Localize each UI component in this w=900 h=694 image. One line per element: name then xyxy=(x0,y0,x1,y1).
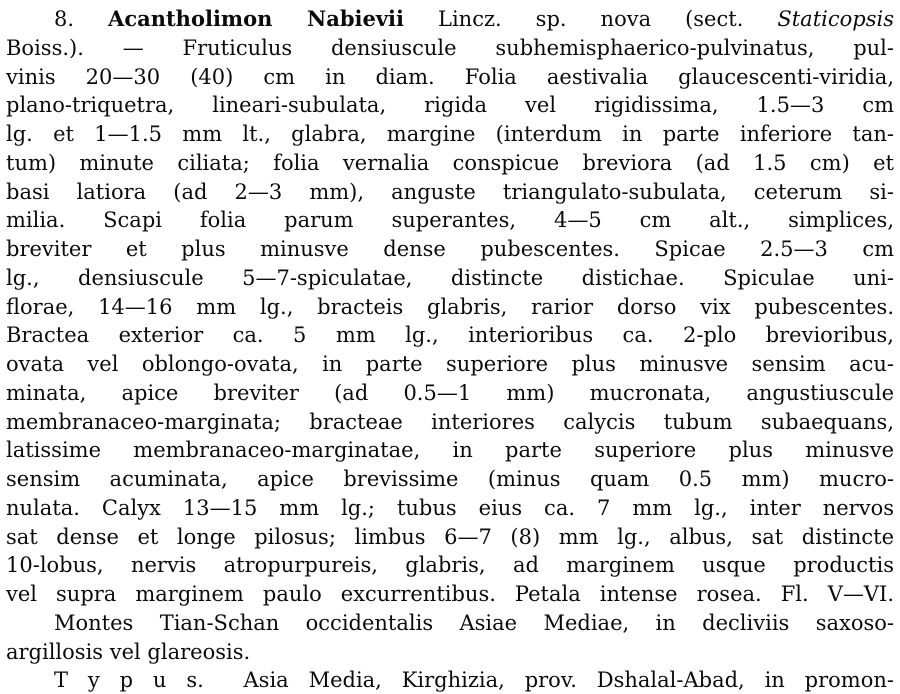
text-segment: vel supra marginem paulo excurrentibus. Petala intense rosea. Fl. V—VI. xyxy=(6,582,894,606)
section-name-italic: Staticopsis xyxy=(777,7,894,31)
text-line xyxy=(6,523,894,552)
text-line xyxy=(6,638,894,667)
text-segment: Boiss.). — Fruticulus densiuscule subhemisphaerico-pulvinatus, pul- xyxy=(6,35,894,60)
text-line xyxy=(6,178,894,207)
text-segment: tum) minute ciliata; folia vernalia conspicue breviora (ad 1.5 cm) et xyxy=(6,150,894,175)
text-segment: Bractea exterior ca. 5 mm lg., interioribus ca. 2-plo brevioribus, xyxy=(6,323,894,348)
species-name-bold: Acantholimon Nabievii xyxy=(108,6,405,31)
text-line xyxy=(6,609,894,638)
text-segment: membranaceo-marginata; bracteae interiores calycis tubum subaequans, xyxy=(6,409,894,434)
text-line xyxy=(6,551,894,580)
text-line xyxy=(6,350,894,379)
text-segment: vinis 20—30 (40) cm in diam. Folia aestivalia glaucescenti-viridia, xyxy=(6,64,894,89)
text-line xyxy=(6,120,894,149)
text-line xyxy=(6,321,894,350)
text-line xyxy=(6,580,894,609)
text-line xyxy=(6,149,894,178)
text-segment: lg. et 1—1.5 mm lt., glabra, margine (interdum in parte inferiore tan- xyxy=(6,122,894,146)
paragraph-1 xyxy=(6,5,894,609)
paragraph-2 xyxy=(6,609,894,667)
text-segment: sat dense et longe pilosus; limbus 6—7 (8) mm lg., albus, sat distincte xyxy=(6,524,894,549)
text-line xyxy=(6,408,894,437)
text-line xyxy=(6,264,894,293)
paragraph-3 xyxy=(6,666,894,694)
page-text xyxy=(6,5,894,694)
text-line xyxy=(6,436,894,465)
text-segment: milia. Scapi folia parum superantes, 4—5 cm alt., simplices, xyxy=(6,208,894,233)
text-segment: plano-triquetra, lineari-subulata, rigida vel rigidissima, 1.5—3 cm xyxy=(6,93,894,118)
text-segment: lg., densiuscule 5—7-spiculatae, distincte distichae. Spiculae uni- xyxy=(6,265,894,290)
text-line xyxy=(6,293,894,322)
text-line xyxy=(6,206,894,235)
text-line xyxy=(6,379,894,408)
text-segment: 10-lobus, nervis atropurpureis, glabris, ad marginem usque productis xyxy=(6,553,894,578)
text-segment: T y p u s. Asia Media, Kirghizia, prov. Dshalal-Abad, in promon- xyxy=(54,668,894,693)
text-segment: sensim acuminata, apice brevissime (minus quam 0.5 mm) mucro- xyxy=(6,467,894,491)
text-segment: latissime membranaceo-marginatae, in parte superiore plus minusve xyxy=(6,438,894,463)
text-segment: Lincz. sp. nova (sect. xyxy=(404,7,778,31)
text-line xyxy=(6,494,894,523)
text-segment: breviter et plus minusve dense pubescentes. Spicae 2.5—3 cm xyxy=(6,237,894,261)
text-line xyxy=(6,63,894,92)
text-segment: Montes Tian-Schan occidentalis Asiae Mediae, in decliviis saxoso- xyxy=(54,610,894,635)
text-segment: florae, 14—16 mm lg., bracteis glabris, rarior dorso vix pubescentes. xyxy=(6,294,894,319)
text-segment: argillosis vel glareosis. xyxy=(6,639,251,664)
text-segment: 8. xyxy=(54,7,109,31)
text-segment: ovata vel oblongo-ovata, in parte superiore plus minusve sensim acu- xyxy=(6,352,894,376)
species-heading-line xyxy=(6,5,894,34)
text-segment: minata, apice breviter (ad 0.5—1 mm) mucronata, angustiuscule xyxy=(6,380,894,405)
text-line xyxy=(6,465,894,494)
text-line xyxy=(6,34,894,63)
text-line xyxy=(6,235,894,264)
text-line xyxy=(6,91,894,120)
text-line xyxy=(6,666,894,694)
text-segment: nulata. Calyx 13—15 mm lg.; tubus eius ca. 7 mm lg., inter nervos xyxy=(6,495,894,520)
text-segment: basi latiora (ad 2—3 mm), anguste triangulato-subulata, ceterum si- xyxy=(6,179,894,204)
